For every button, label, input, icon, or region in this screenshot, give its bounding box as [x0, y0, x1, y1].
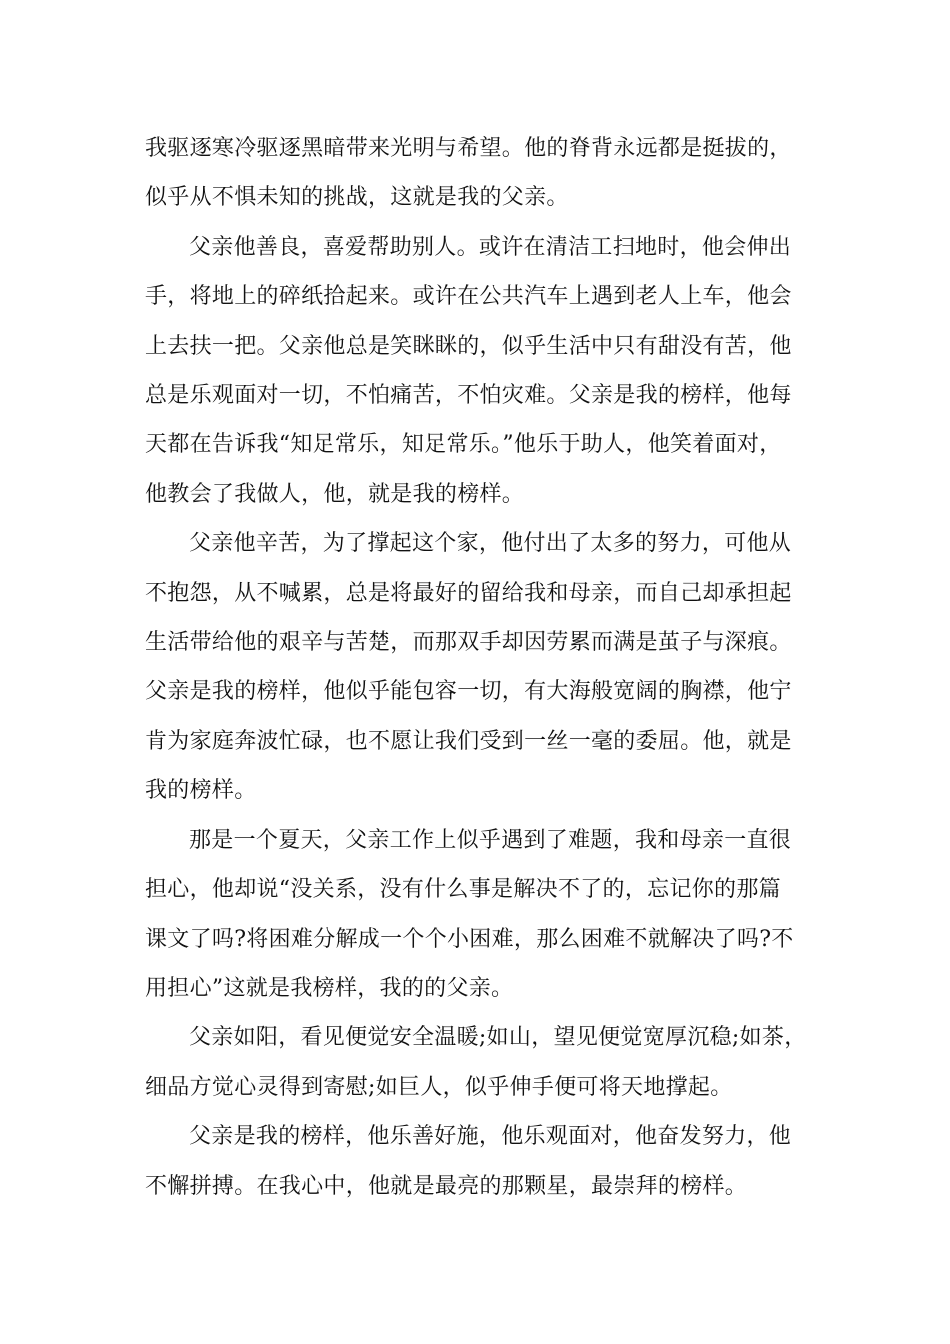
paragraph-5 [145, 1013, 810, 1112]
document-body [145, 124, 810, 1211]
paragraph-3 [145, 519, 810, 815]
text-line: 上去扶一把。父亲他总是笑眯眯的，似乎生活中只有甜没有苦，他 [145, 333, 792, 359]
text-line: 他教会了我做人，他，就是我的榜样。 [145, 481, 525, 507]
text-line: 那是一个夏天，父亲工作上似乎遇到了难题，我和母亲一直很 [189, 827, 792, 853]
text-line: 生活带给他的艰辛与苦楚，而那双手却因劳累而满是茧子与深痕。 [145, 630, 792, 656]
text-line: 细品方觉心灵得到寄慰;如巨人，似乎伸手便可将天地撑起。 [145, 1074, 733, 1100]
text-line: 父亲是我的榜样，他似乎能包容一切，有大海般宽阔的胸襟，他宁 [145, 679, 792, 705]
text-line: 总是乐观面对一切，不怕痛苦，不怕灾难。父亲是我的榜样，他每 [145, 383, 792, 409]
paragraph-6 [145, 1112, 810, 1211]
text-line: 用担心”这就是我榜样，我的的父亲。 [145, 975, 514, 1001]
paragraph-4 [145, 816, 810, 1014]
paragraph-1 [145, 124, 810, 223]
text-line: 肯为家庭奔波忙碌，也不愿让我们受到一丝一毫的委屈。他，就是 [145, 728, 792, 754]
text-line: 担心，他却说“没关系，没有什么事是解决不了的，忘记你的那篇 [145, 877, 781, 903]
text-line: 我的榜样。 [145, 778, 257, 804]
text-line: 课文了吗?将困难分解成一个个小困难，那么困难不就解决了吗?不 [145, 926, 794, 952]
text-line: 手，将地上的碎纸拾起来。或许在公共汽车上遇到老人上车，他会 [145, 284, 792, 310]
paragraph-2 [145, 223, 810, 519]
text-line: 父亲是我的榜样，他乐善好施，他乐观面对，他奋发努力，他 [189, 1124, 792, 1150]
text-line: 天都在告诉我“知足常乐，知足常乐。”他乐于助人，他笑着面对， [145, 432, 782, 458]
text-line: 父亲他辛苦，为了撑起这个家，他付出了太多的努力，可他从 [189, 531, 792, 557]
text-line: 父亲他善良，喜爱帮助别人。或许在清洁工扫地时，他会伸出 [189, 234, 792, 260]
text-line: 似乎从不惧未知的挑战，这就是我的父亲。 [145, 185, 569, 211]
text-line: 不抱怨，从不喊累，总是将最好的留给我和母亲，而自己却承担起 [145, 580, 792, 606]
text-line: 我驱逐寒冷驱逐黑暗带来光明与希望。他的脊背永远都是挺拔的， [145, 136, 792, 161]
text-line: 不懈拼搏。在我心中，他就是最亮的那颗星，最崇拜的榜样。 [145, 1173, 748, 1199]
text-line: 父亲如阳，看见便觉安全温暖;如山，望见便觉宽厚沉稳;如茶， [189, 1025, 807, 1051]
